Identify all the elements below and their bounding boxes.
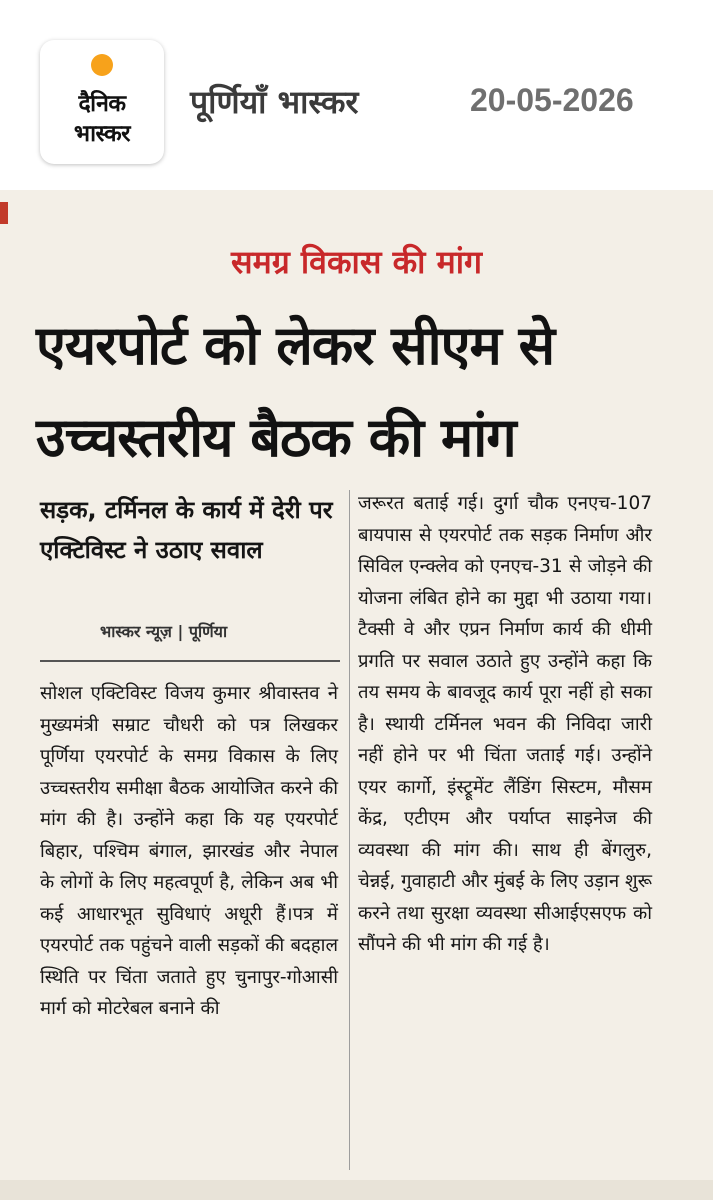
byline-divider (40, 660, 340, 662)
edition-name: पूर्णियाँ भास्कर (190, 83, 359, 121)
next-article-edge (0, 1180, 713, 1200)
logo-text-line2: भास्कर (73, 121, 131, 147)
column-divider (349, 490, 350, 1170)
article-kicker: समग्र विकास की मांग (230, 243, 483, 281)
article-body-right-column: जरूरत बताई गई। दुर्गा चौक एनएच-107 बायपास से एयरपोर्ट तक सड़क निर्माण और सिविल एन्क्लेव को एनएच-31 से जोड़ने की योजना लंबित होने का मुद्दा भी उठाया गया।टैक्सी वे और एप्रन निर्माण कार्य की धीमी प्रगति पर सवाल उठाते हुए उन्होंने कहा कि तय समय के बावजूद कार्य पूरा नहीं हो सका है। स्थायी टर्मिनल भवन की निविदा जारी नहीं होने पर भी चिंता जताई गई। उन्होंने एयर कार्गो, इंस्ट्रूमेंट लैंडिंग सिस्टम, मौसम केंद्र, एटीएम और पर्याप्त साइनेज की व्यवस्था की मांग की। साथ ही बेंगलुरु, चेन्नई, गुवाहाटी और मुंबई के लिए उड़ान शुरू करने तथा सुरक्षा व्यवस्था सीआईएसएफ को सौंपने की भी मांग की गई है। (358, 493, 652, 955)
article-subhead: सड़क, टर्मिनल के कार्य में देरी पर एक्टिविस्ट ने उठाए सवाल (40, 496, 333, 564)
article-byline: भास्कर न्यूज़ | पूर्णिया (100, 622, 228, 641)
dainik-bhaskar-logo[interactable] (40, 40, 164, 164)
newspaper-clipping (0, 190, 713, 1200)
article-body-left-column: सोशल एक्टिविस्ट विजय कुमार श्रीवास्तव ने मुख्यमंत्री सम्राट चौधरी को पत्र लिखकर पूर्णिया एयरपोर्ट के समग्र विकास के लिए उच्चस्तरीय समीक्षा बैठक आयोजित करने की मांग की है। उन्होंने कहा कि यह एयरपोर्ट बिहार, पश्चिम बंगाल, झारखंड और नेपाल के लोगों के लिए महत्वपूर्ण है, लेकिन अब भी कई आधारभूत सुविधाएं अधूरी हैं।पत्र में एयरपोर्ट तक पहुंचने वाली सड़कों की बदहाल स्थिति पर चिंता जताते हुए चुनापुर-गोआसी मार्ग को मोटरेबल बनाने की (40, 683, 338, 1019)
logo-text-line1: दैनिक (78, 91, 126, 117)
app-header (0, 0, 713, 180)
sun-icon (90, 53, 114, 77)
article-headline: एयरपोर्ट को लेकर सीएम से उच्चस्तरीय बैठक की मांग (36, 314, 555, 469)
publication-date: 20-05-2026 (470, 82, 634, 118)
adjacent-article-edge (0, 202, 8, 224)
